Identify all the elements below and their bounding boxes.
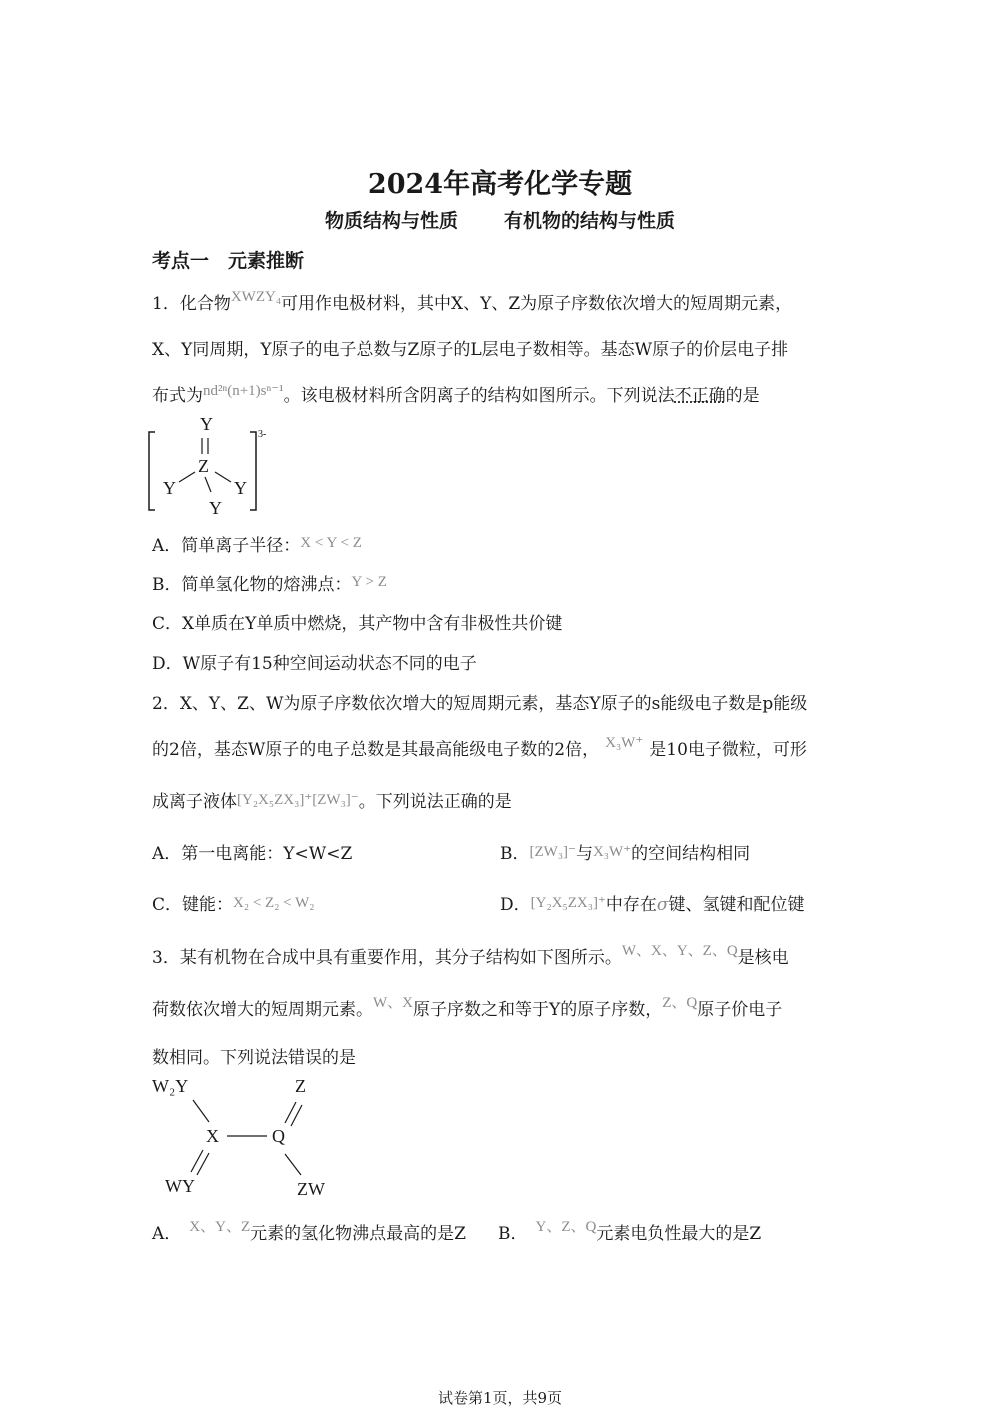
q2-option-b-formula-1: [ZW₃]⁻	[529, 844, 576, 860]
group-wy: WY	[165, 1176, 195, 1196]
q1-line-2: X、Y同周期，Y原子的电子总数与Z原子的L层电子数相等。基态W原子的价层电子排	[152, 340, 789, 360]
bond-line	[193, 1100, 209, 1122]
q1-option-a	[152, 534, 362, 559]
q2-option-d-text: 键、氢键和配位键	[668, 895, 805, 915]
q3-text: 是核电	[737, 948, 789, 968]
q2-option-d-text: 中存在	[605, 895, 657, 915]
atom-y-right: Y	[234, 478, 247, 498]
q1-emphasis-not-correct: 不正确	[674, 386, 726, 406]
bond-line	[179, 472, 195, 482]
atom-q: Q	[272, 1126, 285, 1146]
q2-option-c-label: C．键能：	[152, 895, 234, 915]
q3-molecule-structure-figure	[145, 1072, 345, 1202]
q1-text: 1．化合物	[152, 294, 231, 314]
q2-text: 。下列说法正确的是	[358, 792, 512, 812]
q3-option-a	[152, 1219, 466, 1247]
q3-option-b	[498, 1219, 762, 1247]
left-bracket	[149, 432, 155, 510]
q3-text: 3．某有机物在合成中具有重要作用，其分子结构如下图所示。	[152, 948, 622, 968]
page-title: 2024年高考化学专题	[367, 169, 633, 200]
bond-line	[215, 472, 231, 482]
q1-option-b-formula: Y > Z	[351, 574, 387, 590]
double-bond-line	[197, 1153, 209, 1175]
bond-line	[205, 477, 211, 492]
q3-elements-all: W、X、Y、Z、Q	[621, 943, 738, 959]
sigma-symbol: σ	[656, 895, 669, 915]
q1-text: 布式为	[152, 386, 203, 406]
q2-line-1: 2．X、Y、Z、W为原子序数依次增大的短周期元素，基态Y原子的s能级电子数是p能级	[152, 694, 808, 714]
q1-text: 的是	[725, 386, 760, 406]
q2-option-d-label: D．	[500, 895, 531, 915]
q3-line-3: 数相同。下列说法错误的是	[152, 1048, 356, 1068]
q2-formula-liquid: [Y₂X₅ZX₃]⁺[ZW₃]⁻	[237, 792, 359, 808]
q3-line-1	[152, 943, 789, 971]
q1-option-d: D．W原子有15种空间运动状态不同的电子	[152, 654, 477, 674]
q3-text: 原子价电子	[697, 1000, 783, 1020]
section-heading: 考点一 元素推断	[152, 250, 305, 272]
anion-charge: 3-	[258, 429, 267, 440]
q3-text: 原子序数之和等于Y的原子序数，	[413, 1000, 663, 1020]
q2-formula-ion: X₃W⁺	[605, 735, 644, 751]
group-w2y: W₂Y	[152, 1076, 189, 1096]
group-zw: ZW	[297, 1179, 325, 1199]
q1-formula-config: nd²ⁿ(n+1)sⁿ⁻¹	[203, 383, 284, 399]
double-bond-line	[191, 1150, 203, 1172]
q3-option-b-elements: Y、Z、Q	[535, 1219, 597, 1235]
q2-text: 成离子液体	[152, 792, 237, 812]
q1-option-a-text: A．简单离子半径：	[152, 536, 301, 556]
q2-option-b-label: B．	[500, 844, 530, 864]
q1-text: 。该电极材料所含阴离子的结构如图所示。下列说法	[283, 386, 675, 406]
q3-option-a-text: 元素的氢化物沸点最高的是Z	[250, 1224, 466, 1244]
q2-line-3	[152, 790, 512, 815]
q3-option-b-text: 元素电负性最大的是Z	[596, 1224, 762, 1244]
q2-option-c	[152, 893, 315, 918]
bond-line	[285, 1154, 301, 1175]
q2-option-b	[500, 842, 750, 867]
q2-text: 的2倍，基态W原子的电子总数是其最高能级电子数的2倍，	[152, 740, 600, 760]
q1-option-c: C．X单质在Y单质中燃烧，其产物中含有非极性共价键	[152, 614, 563, 634]
atom-y-left: Y	[163, 478, 176, 498]
q1-option-b-text: B．简单氢化物的熔沸点：	[152, 575, 352, 595]
q3-option-a-elements: X、Y、Z	[189, 1219, 251, 1235]
right-bracket	[250, 432, 256, 510]
q1-formula-compound: XWZY₄	[230, 289, 282, 305]
q2-option-a: A．第一电离能：Y<W<Z	[152, 844, 353, 864]
page-footer: 试卷第1页，共9页	[437, 1389, 563, 1407]
q1-anion-structure-figure	[145, 410, 285, 520]
q3-line-2	[152, 995, 783, 1023]
atom-z: Z	[295, 1076, 306, 1096]
q2-option-c-formula: X₂ < Z₂ < W₂	[233, 895, 315, 911]
q3-elements-zq: Z、Q	[662, 995, 698, 1011]
subtitle-organic-structure: 有机物的结构与性质	[504, 210, 676, 232]
atom-y-top: Y	[200, 414, 213, 434]
q3-option-a-label: A．	[152, 1224, 182, 1244]
q2-option-d	[500, 893, 805, 918]
q2-option-b-text: 与	[575, 844, 593, 864]
q3-text: 荷数依次增大的短周期元素。	[152, 1000, 373, 1020]
atom-y-bottom: Y	[209, 498, 222, 518]
q1-option-b	[152, 573, 387, 598]
q3-option-b-label: B．	[498, 1224, 528, 1244]
q1-line-1	[152, 289, 793, 317]
q2-option-b-formula-2: X₃W⁺	[592, 844, 632, 860]
atom-x: X	[206, 1126, 219, 1146]
atom-z-center: Z	[198, 456, 209, 476]
q3-elements-wx: W、X	[373, 995, 413, 1011]
q1-text: 可用作电极材料，其中X、Y、Z为原子序数依次增大的短周期元素，	[281, 294, 793, 314]
q1-option-a-formula: X < Y < Z	[300, 535, 362, 551]
subtitle-structure-properties: 物质结构与性质	[325, 210, 459, 232]
q2-text: 是10电子微粒，可形	[649, 740, 807, 760]
q1-line-3	[152, 384, 760, 409]
q2-option-b-text: 的空间结构相同	[631, 844, 751, 864]
q2-option-d-formula: [Y₂X₅ZX₃]⁺	[530, 895, 606, 911]
q2-line-2	[152, 735, 807, 763]
